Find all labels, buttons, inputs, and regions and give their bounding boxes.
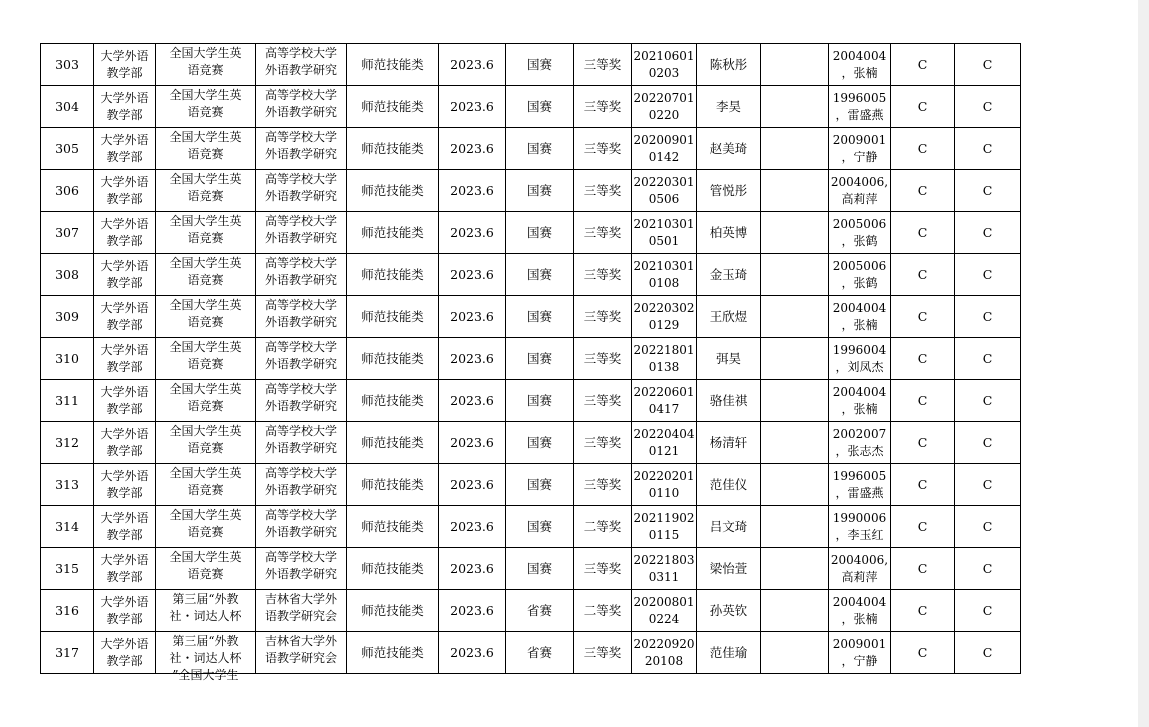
blank-cell[interactable]	[761, 44, 829, 86]
table-row	[41, 422, 1021, 464]
grade-cell-2[interactable]: C	[955, 506, 1021, 548]
date-cell[interactable]: 2023.6	[439, 548, 506, 590]
grade-cell-2[interactable]: C	[955, 254, 1021, 296]
competition-cell[interactable]	[156, 44, 256, 86]
blank-cell[interactable]	[761, 296, 829, 338]
department-cell[interactable]: 大学外语 教学部	[94, 380, 156, 422]
date-cell[interactable]: 2023.6	[439, 212, 506, 254]
award-cell[interactable]: 三等奖	[574, 212, 632, 254]
date-cell[interactable]: 2023.6	[439, 254, 506, 296]
category-cell[interactable]: 师范技能类	[347, 254, 439, 296]
organizer-cell-text: 高等学校大学 外语教学研究	[264, 45, 337, 77]
row-number-cell[interactable]: 310	[41, 338, 94, 380]
level-cell[interactable]: 省赛	[506, 590, 574, 632]
grade-cell-1[interactable]: C	[891, 506, 955, 548]
organizer-cell[interactable]	[256, 506, 347, 548]
student-name-cell[interactable]: 杨清轩	[697, 422, 761, 464]
table-row	[41, 170, 1021, 212]
competition-cell-text: 全国大学生英 语竞赛	[169, 381, 242, 413]
student-id-cell[interactable]: 20211902 0115	[632, 506, 697, 548]
competition-cell[interactable]	[156, 254, 256, 296]
award-cell[interactable]: 三等奖	[574, 548, 632, 590]
award-cell[interactable]: 三等奖	[574, 86, 632, 128]
student-name-cell[interactable]: 陈秋彤	[697, 44, 761, 86]
competition-cell-text: 全国大学生英 语竞赛	[169, 213, 242, 245]
blank-cell[interactable]	[761, 548, 829, 590]
competition-cell-text: 全国大学生英 语竞赛	[169, 339, 242, 371]
grade-cell-1[interactable]: C	[891, 128, 955, 170]
organizer-cell[interactable]	[256, 296, 347, 338]
blank-cell[interactable]	[761, 338, 829, 380]
student-name-cell[interactable]: 管悦彤	[697, 170, 761, 212]
grade-cell-2[interactable]: C	[955, 212, 1021, 254]
level-cell[interactable]: 国赛	[506, 548, 574, 590]
table-row	[41, 128, 1021, 170]
award-cell[interactable]: 二等奖	[574, 506, 632, 548]
category-cell[interactable]: 师范技能类	[347, 590, 439, 632]
grade-cell-2[interactable]: C	[955, 380, 1021, 422]
blank-cell[interactable]	[761, 464, 829, 506]
level-cell[interactable]: 省赛	[506, 632, 574, 674]
level-cell[interactable]: 国赛	[506, 296, 574, 338]
row-number-cell[interactable]: 303	[41, 44, 94, 86]
level-cell[interactable]: 国赛	[506, 128, 574, 170]
level-cell[interactable]: 国赛	[506, 44, 574, 86]
row-number-cell[interactable]: 311	[41, 380, 94, 422]
competition-cell-text: 全国大学生英 语竞赛	[169, 423, 242, 455]
grade-cell-2[interactable]: C	[955, 296, 1021, 338]
teacher-cell[interactable]: 2004004 ，张楠	[829, 296, 891, 338]
blank-cell[interactable]	[761, 212, 829, 254]
organizer-cell-text: 高等学校大学 外语教学研究	[264, 255, 337, 287]
scrollbar-track[interactable]	[1138, 0, 1149, 727]
category-cell[interactable]: 师范技能类	[347, 338, 439, 380]
student-id-cell[interactable]: 20221803 0311	[632, 548, 697, 590]
blank-cell[interactable]	[761, 86, 829, 128]
teacher-cell[interactable]: 2005006 ，张鹤	[829, 212, 891, 254]
blank-cell[interactable]	[761, 590, 829, 632]
row-number-cell[interactable]: 309	[41, 296, 94, 338]
category-cell[interactable]: 师范技能类	[347, 170, 439, 212]
student-id-cell[interactable]: 20220404 0121	[632, 422, 697, 464]
competition-cell[interactable]	[156, 632, 256, 682]
competition-cell-text: 全国大学生英 语竞赛	[169, 549, 242, 581]
category-cell[interactable]: 师范技能类	[347, 86, 439, 128]
organizer-cell-text: 高等学校大学 外语教学研究	[264, 549, 337, 581]
organizer-cell[interactable]	[256, 254, 347, 296]
organizer-cell[interactable]	[256, 590, 347, 632]
competition-cell-text: 全国大学生英 语竞赛	[169, 45, 242, 77]
category-cell[interactable]: 师范技能类	[347, 632, 439, 674]
award-cell[interactable]: 三等奖	[574, 338, 632, 380]
organizer-cell-text: 吉林省大学外 语教学研究会	[264, 633, 337, 665]
competition-cell[interactable]	[156, 212, 256, 254]
teacher-cell[interactable]: 2009001 ，宁静	[829, 128, 891, 170]
student-id-cell[interactable]: 20221801 0138	[632, 338, 697, 380]
table-row	[41, 548, 1021, 590]
competition-cell-text: 全国大学生英 语竞赛	[169, 297, 242, 329]
teacher-cell[interactable]: 2004006, 高莉萍	[829, 170, 891, 212]
blank-cell[interactable]	[761, 422, 829, 464]
table-row	[41, 338, 1021, 380]
grade-cell-1[interactable]: C	[891, 338, 955, 380]
student-name-cell[interactable]: 孙英钦	[697, 590, 761, 632]
category-cell[interactable]: 师范技能类	[347, 128, 439, 170]
category-cell[interactable]: 师范技能类	[347, 296, 439, 338]
department-cell[interactable]: 大学外语 教学部	[94, 464, 156, 506]
department-cell[interactable]: 大学外语 教学部	[94, 506, 156, 548]
row-number-cell[interactable]: 315	[41, 548, 94, 590]
competition-cell-text: 全国大学生英 语竞赛	[169, 129, 242, 161]
student-name-cell[interactable]: 赵美琦	[697, 128, 761, 170]
award-cell[interactable]: 三等奖	[574, 422, 632, 464]
level-cell[interactable]: 国赛	[506, 86, 574, 128]
date-cell[interactable]: 2023.6	[439, 44, 506, 86]
student-name-cell[interactable]: 骆佳祺	[697, 380, 761, 422]
table-row	[41, 506, 1021, 548]
organizer-cell[interactable]	[256, 464, 347, 506]
competition-cell[interactable]	[156, 506, 256, 548]
student-id-cell[interactable]: 20220601 0417	[632, 380, 697, 422]
level-cell[interactable]: 国赛	[506, 254, 574, 296]
organizer-cell-text: 高等学校大学 外语教学研究	[264, 213, 337, 245]
date-cell[interactable]: 2023.6	[439, 338, 506, 380]
student-id-cell[interactable]: 20220302 0129	[632, 296, 697, 338]
award-cell[interactable]: 三等奖	[574, 464, 632, 506]
grade-cell-1[interactable]: C	[891, 590, 955, 632]
student-name-cell[interactable]: 梁怡萱	[697, 548, 761, 590]
department-cell[interactable]: 大学外语 教学部	[94, 422, 156, 464]
competition-cell-text: 全国大学生英 语竞赛	[169, 465, 242, 497]
category-cell[interactable]: 师范技能类	[347, 380, 439, 422]
department-cell[interactable]: 大学外语 教学部	[94, 44, 156, 86]
date-cell[interactable]: 2023.6	[439, 590, 506, 632]
award-cell[interactable]: 三等奖	[574, 296, 632, 338]
date-cell[interactable]: 2023.6	[439, 296, 506, 338]
teacher-cell[interactable]: 2009001 ，宁静	[829, 632, 891, 674]
grade-cell-2[interactable]: C	[955, 464, 1021, 506]
category-cell[interactable]: 师范技能类	[347, 212, 439, 254]
date-cell[interactable]: 2023.6	[439, 506, 506, 548]
date-cell[interactable]: 2023.6	[439, 632, 506, 674]
teacher-cell[interactable]: 2004004 ，张楠	[829, 44, 891, 86]
student-name-cell[interactable]: 范佳瑜	[697, 632, 761, 674]
table-row	[41, 86, 1021, 128]
student-id-cell[interactable]: 20220701 0220	[632, 86, 697, 128]
grade-cell-1[interactable]: C	[891, 632, 955, 674]
competition-cell[interactable]	[156, 548, 256, 590]
student-id-cell[interactable]: 20200901 0142	[632, 128, 697, 170]
organizer-cell-text: 高等学校大学 外语教学研究	[264, 423, 337, 455]
level-cell[interactable]: 国赛	[506, 464, 574, 506]
level-cell[interactable]: 国赛	[506, 338, 574, 380]
teacher-cell[interactable]: 2004004 ，张楠	[829, 590, 891, 632]
organizer-cell[interactable]	[256, 128, 347, 170]
award-cell[interactable]: 三等奖	[574, 632, 632, 674]
award-cell[interactable]: 三等奖	[574, 170, 632, 212]
competition-cell-text: 全国大学生英 语竞赛	[169, 255, 242, 287]
category-cell[interactable]: 师范技能类	[347, 422, 439, 464]
organizer-cell-text: 吉林省大学外 语教学研究会	[264, 591, 337, 623]
grade-cell-2[interactable]: C	[955, 128, 1021, 170]
competition-cell[interactable]	[156, 590, 256, 632]
competition-cell-text: 全国大学生英 语竞赛	[169, 171, 242, 203]
competition-cell-text: 全国大学生英 语竞赛	[169, 507, 242, 539]
row-number-cell[interactable]: 308	[41, 254, 94, 296]
table-row	[41, 212, 1021, 254]
grade-cell-2[interactable]: C	[955, 548, 1021, 590]
date-cell[interactable]: 2023.6	[439, 170, 506, 212]
award-cell[interactable]: 三等奖	[574, 44, 632, 86]
organizer-cell-text: 高等学校大学 外语教学研究	[264, 339, 337, 371]
table-row	[41, 254, 1021, 296]
category-cell[interactable]: 师范技能类	[347, 44, 439, 86]
organizer-cell[interactable]	[256, 380, 347, 422]
award-cell[interactable]: 三等奖	[574, 254, 632, 296]
student-name-cell[interactable]: 吕文琦	[697, 506, 761, 548]
date-cell[interactable]: 2023.6	[439, 128, 506, 170]
competition-cell[interactable]	[156, 464, 256, 506]
category-cell[interactable]: 师范技能类	[347, 548, 439, 590]
grade-cell-1[interactable]: C	[891, 44, 955, 86]
student-id-cell[interactable]: 20220920 20108	[632, 632, 697, 674]
date-cell[interactable]: 2023.6	[439, 86, 506, 128]
award-cell[interactable]: 三等奖	[574, 380, 632, 422]
grade-cell-1[interactable]: C	[891, 464, 955, 506]
competition-cell[interactable]	[156, 128, 256, 170]
grade-cell-1[interactable]: C	[891, 212, 955, 254]
grade-cell-2[interactable]: C	[955, 338, 1021, 380]
competition-cell[interactable]	[156, 338, 256, 380]
organizer-cell[interactable]	[256, 212, 347, 254]
grade-cell-2[interactable]: C	[955, 632, 1021, 674]
competition-cell-text: 第三届“外教 社・词达人杯	[169, 591, 242, 623]
teacher-cell[interactable]: 1996005 ，雷盛燕	[829, 464, 891, 506]
organizer-cell[interactable]	[256, 86, 347, 128]
blank-cell[interactable]	[761, 506, 829, 548]
competition-cell[interactable]	[156, 86, 256, 128]
blank-cell[interactable]	[761, 254, 829, 296]
department-cell[interactable]: 大学外语 教学部	[94, 170, 156, 212]
grade-cell-2[interactable]: C	[955, 170, 1021, 212]
competition-cell[interactable]	[156, 296, 256, 338]
level-cell[interactable]: 国赛	[506, 380, 574, 422]
date-cell[interactable]: 2023.6	[439, 380, 506, 422]
grade-cell-2[interactable]: C	[955, 590, 1021, 632]
teacher-cell[interactable]: 1996004 ，刘凤杰	[829, 338, 891, 380]
award-cell[interactable]: 二等奖	[574, 590, 632, 632]
organizer-cell-text: 高等学校大学 外语教学研究	[264, 87, 337, 119]
organizer-cell-text: 高等学校大学 外语教学研究	[264, 381, 337, 413]
department-cell[interactable]: 大学外语 教学部	[94, 548, 156, 590]
grade-cell-2[interactable]: C	[955, 422, 1021, 464]
teacher-cell[interactable]: 2002007 ，张志杰	[829, 422, 891, 464]
level-cell[interactable]: 国赛	[506, 212, 574, 254]
grade-cell-2[interactable]: C	[955, 86, 1021, 128]
table-row	[41, 632, 1021, 674]
department-cell[interactable]: 大学外语 教学部	[94, 86, 156, 128]
table-row	[41, 44, 1021, 86]
student-name-cell[interactable]: 王欣煜	[697, 296, 761, 338]
category-cell[interactable]: 师范技能类	[347, 506, 439, 548]
row-number-cell[interactable]: 304	[41, 86, 94, 128]
date-cell[interactable]: 2023.6	[439, 422, 506, 464]
organizer-cell-text: 高等学校大学 外语教学研究	[264, 297, 337, 329]
award-table	[40, 43, 1021, 682]
date-cell[interactable]: 2023.6	[439, 464, 506, 506]
competition-cell-text: 第三届“外教 社・词达人杯 ”全国大学生	[169, 633, 242, 682]
grade-cell-1[interactable]: C	[891, 86, 955, 128]
teacher-cell[interactable]: 2004004 ，张楠	[829, 380, 891, 422]
department-cell[interactable]: 大学外语 教学部	[94, 254, 156, 296]
row-number-cell[interactable]: 314	[41, 506, 94, 548]
level-cell[interactable]: 国赛	[506, 170, 574, 212]
student-id-cell[interactable]: 20200801 0224	[632, 590, 697, 632]
row-number-cell[interactable]: 306	[41, 170, 94, 212]
department-cell[interactable]: 大学外语 教学部	[94, 632, 156, 674]
row-number-cell[interactable]: 305	[41, 128, 94, 170]
student-name-cell[interactable]: 范佳仪	[697, 464, 761, 506]
table-row	[41, 380, 1021, 422]
competition-cell[interactable]	[156, 380, 256, 422]
row-number-cell[interactable]: 307	[41, 212, 94, 254]
table-row	[41, 464, 1021, 506]
organizer-cell[interactable]	[256, 170, 347, 212]
competition-cell[interactable]	[156, 170, 256, 212]
teacher-cell[interactable]: 1990006 ，李玉红	[829, 506, 891, 548]
department-cell[interactable]: 大学外语 教学部	[94, 590, 156, 632]
department-cell[interactable]: 大学外语 教学部	[94, 212, 156, 254]
student-id-cell[interactable]: 20210601 0203	[632, 44, 697, 86]
organizer-cell[interactable]	[256, 422, 347, 464]
department-cell[interactable]: 大学外语 教学部	[94, 338, 156, 380]
blank-cell[interactable]	[761, 128, 829, 170]
grade-cell-1[interactable]: C	[891, 422, 955, 464]
organizer-cell-text: 高等学校大学 外语教学研究	[264, 465, 337, 497]
level-cell[interactable]: 国赛	[506, 506, 574, 548]
student-name-cell[interactable]: 李昊	[697, 86, 761, 128]
row-number-cell[interactable]: 313	[41, 464, 94, 506]
organizer-cell[interactable]	[256, 338, 347, 380]
table-row	[41, 296, 1021, 338]
blank-cell[interactable]	[761, 380, 829, 422]
competition-cell[interactable]	[156, 422, 256, 464]
competition-cell-text: 全国大学生英 语竞赛	[169, 87, 242, 119]
student-id-cell[interactable]: 20210301 0108	[632, 254, 697, 296]
row-number-cell[interactable]: 317	[41, 632, 94, 674]
department-cell[interactable]: 大学外语 教学部	[94, 296, 156, 338]
organizer-cell-text: 高等学校大学 外语教学研究	[264, 171, 337, 203]
grade-cell-1[interactable]: C	[891, 170, 955, 212]
grade-cell-1[interactable]: C	[891, 380, 955, 422]
organizer-cell[interactable]	[256, 44, 347, 86]
blank-cell[interactable]	[761, 170, 829, 212]
category-cell[interactable]: 师范技能类	[347, 464, 439, 506]
organizer-cell-text: 高等学校大学 外语教学研究	[264, 129, 337, 161]
student-id-cell[interactable]: 20220201 0110	[632, 464, 697, 506]
organizer-cell[interactable]	[256, 632, 347, 674]
student-name-cell[interactable]: 弭昊	[697, 338, 761, 380]
department-cell[interactable]: 大学外语 教学部	[94, 128, 156, 170]
award-cell[interactable]: 三等奖	[574, 128, 632, 170]
teacher-cell[interactable]: 1996005 ，雷盛燕	[829, 86, 891, 128]
organizer-cell-text: 高等学校大学 外语教学研究	[264, 507, 337, 539]
teacher-cell[interactable]: 2004006, 高莉萍	[829, 548, 891, 590]
grade-cell-1[interactable]: C	[891, 296, 955, 338]
grade-cell-2[interactable]: C	[955, 44, 1021, 86]
grade-cell-1[interactable]: C	[891, 548, 955, 590]
organizer-cell[interactable]	[256, 548, 347, 590]
table-row	[41, 590, 1021, 632]
student-id-cell[interactable]: 20220301 0506	[632, 170, 697, 212]
row-number-cell[interactable]: 316	[41, 590, 94, 632]
level-cell[interactable]: 国赛	[506, 422, 574, 464]
teacher-cell[interactable]: 2005006 ，张鹤	[829, 254, 891, 296]
row-number-cell[interactable]: 312	[41, 422, 94, 464]
student-id-cell[interactable]: 20210301 0501	[632, 212, 697, 254]
student-name-cell[interactable]: 金玉琦	[697, 254, 761, 296]
blank-cell[interactable]	[761, 632, 829, 674]
grade-cell-1[interactable]: C	[891, 254, 955, 296]
student-name-cell[interactable]: 柏英博	[697, 212, 761, 254]
